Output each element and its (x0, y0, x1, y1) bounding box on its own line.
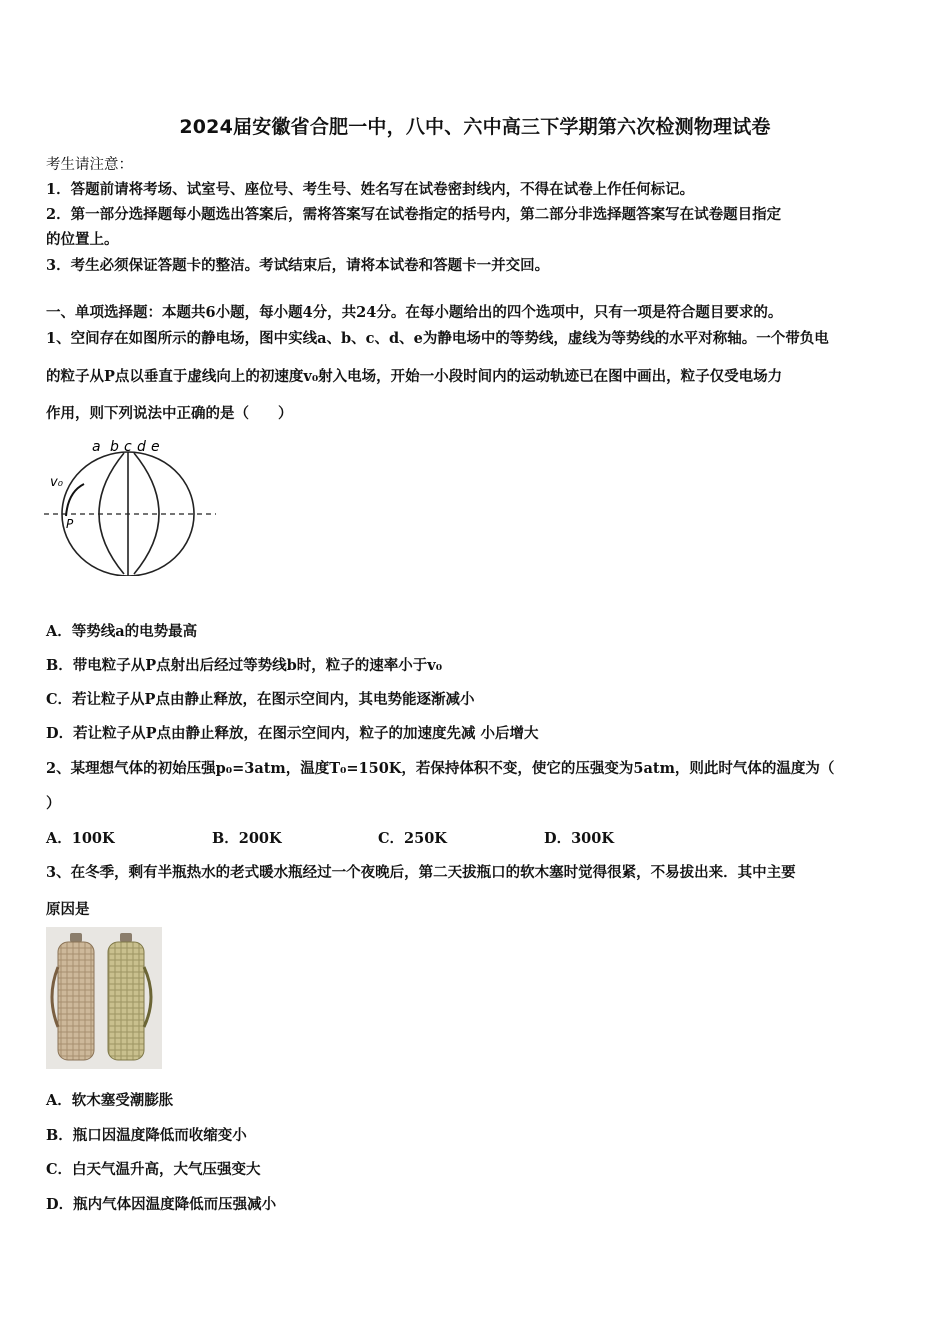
notice-item-2-cont: 的位置上。 (46, 231, 119, 248)
q1-option-d[interactable]: D．若让粒子从P点由静止释放，在图示空间内，粒子的加速度先减 小后增大 (46, 725, 539, 742)
notice-item-1: 1．答题前请将考场、试室号、座位号、考生号、姓名写在试卷密封线内，不得在试卷上作任何标记。 (46, 181, 695, 198)
q1-option-a[interactable]: A．等势线a的电势最高 (46, 623, 198, 640)
q2-option-c[interactable]: C．250K (378, 830, 447, 847)
exam-title: 2024届安徽省合肥一中，八中、六中高三下学期第六次检测物理试卷 (179, 116, 771, 138)
q2-option-b[interactable]: B．200K (212, 830, 282, 847)
thermos-left-body (58, 942, 94, 1060)
q3-option-d[interactable]: D．瓶内气体因温度降低而压强减小 (46, 1196, 277, 1213)
q1-option-b[interactable]: B．带电粒子从P点射出后经过等势线b时，粒子的速率小于v₀ (46, 657, 443, 674)
q3-option-b[interactable]: B．瓶口因温度降低而收缩变小 (46, 1127, 247, 1144)
thermos-right-body (108, 942, 144, 1060)
notice-item-2: 2．第一部分选择题每小题选出答案后，需将答案写在试卷指定的括号内，第二部分非选择题答案写在试卷题目指定 (46, 206, 782, 223)
label-d: d (137, 439, 146, 455)
q1-text-line-1: 1、空间存在如图所示的静电场，图中实线a、b、c、d、e为静电场中的等势线，虚线为等势线的水平对称轴。一个带负电 (46, 330, 829, 347)
q3-option-a[interactable]: A．软木塞受潮膨胀 (46, 1092, 174, 1109)
label-b: b (110, 439, 119, 455)
electric-field-figure (44, 436, 224, 576)
q1-text-line-3: 作用，则下列说法中正确的是（ ） (46, 405, 293, 422)
particle-trajectory (66, 484, 84, 516)
notice-item-3: 3．考生必须保证答题卡的整洁。考试结束后，请将本试卷和答题卡一并交回。 (46, 257, 550, 274)
notice-heading: 考生请注意： (46, 157, 133, 173)
q3-text-line-1: 3、在冬季，剩有半瓶热水的老式暖水瓶经过一个夜晚后，第二天拔瓶口的软木塞时觉得很紧，不易拔出来．其中主要 (46, 864, 796, 881)
label-e: e (151, 439, 160, 455)
label-v0: v₀ (50, 475, 63, 490)
q3-text-line-2: 原因是 (46, 901, 90, 918)
label-p: P (66, 517, 74, 531)
q1-option-c[interactable]: C．若让粒子从P点由静止释放，在图示空间内，其电势能逐渐减小 (46, 691, 475, 708)
q1-text-line-2: 的粒子从P点以垂直于虚线向上的初速度v₀射入电场，开始一小段时间内的运动轨迹已在图中画出，粒子仅受电场力 (46, 368, 783, 385)
q2-text-line-1: 2、某理想气体的初始压强p₀=3atm，温度T₀=150K，若保持体积不变，使它的压强变为5atm，则此时气体的温度为（ (46, 760, 835, 777)
q2-option-d[interactable]: D．300K (544, 830, 614, 847)
label-c: c (124, 439, 132, 455)
thermos-photo (46, 927, 162, 1069)
section-heading: 一、单项选择题：本题共6小题，每小题4分，共24分。在每小题给出的四个选项中，只有一项是符合题目要求的。 (46, 304, 783, 321)
thermos-right-cap (120, 933, 132, 942)
q2-option-a[interactable]: A．100K (46, 830, 115, 847)
thermos-left-cap (70, 933, 82, 942)
q2-text-line-2: ） (46, 795, 61, 812)
q2-options (46, 827, 710, 848)
q3-option-c[interactable]: C．白天气温升高，大气压强变大 (46, 1161, 261, 1178)
label-a: a (92, 439, 101, 455)
